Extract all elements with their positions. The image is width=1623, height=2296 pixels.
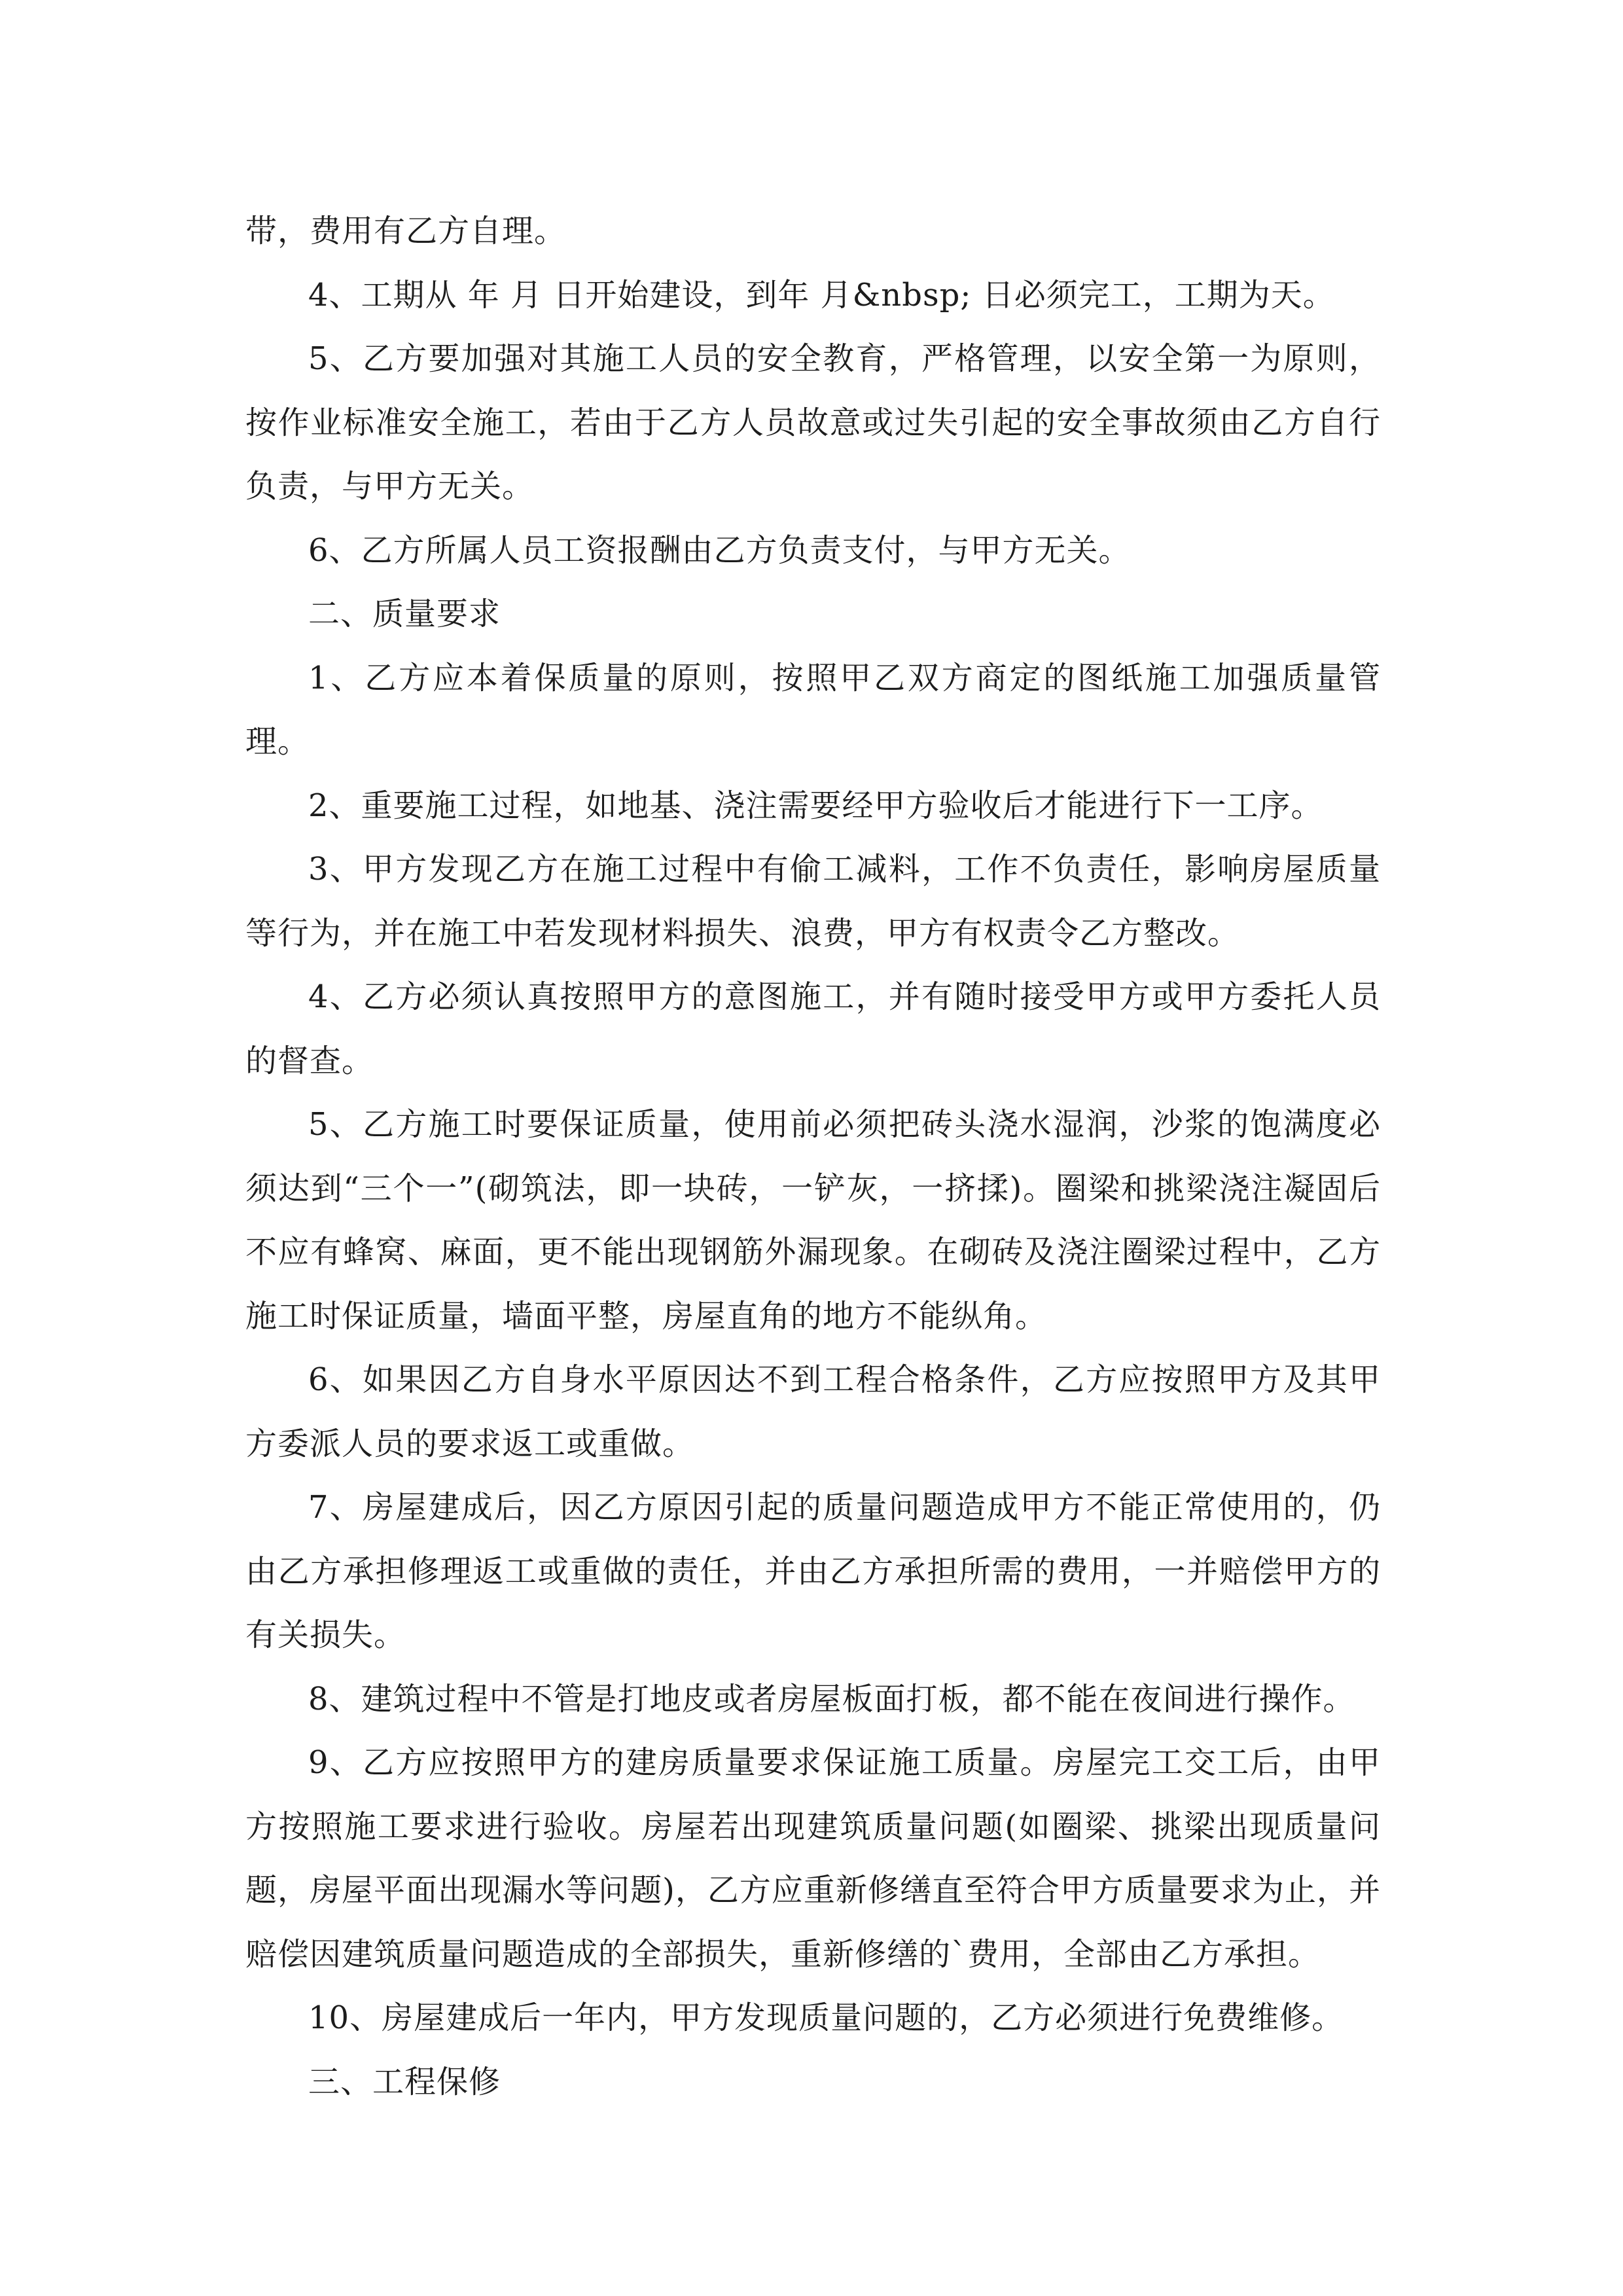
paragraph-quality-3: 3、甲方发现乙方在施工过程中有偷工减料，工作不负责任，影响房屋质量等行为，并在施工中若发现材料损失、浪费，甲方有权责令乙方整改。 bbox=[245, 851, 1381, 952]
paragraph-item-5-safety: 5、乙方要加强对其施工人员的安全教育，严格管理，以安全第一为原则，按作业标准安全施工，若由于乙方人员故意或过失引起的安全事故须由乙方自行负责，与甲方无关。 bbox=[245, 340, 1381, 505]
paragraph-quality-4: 4、乙方必须认真按照甲方的意图施工，并有随时接受甲方或甲方委托人员的督查。 bbox=[245, 978, 1381, 1079]
document-body bbox=[245, 200, 1381, 2114]
paragraph-quality-2: 2、重要施工过程，如地基、浇注需要经甲方验收后才能进行下一工序。 bbox=[308, 787, 1323, 824]
paragraph-continuation: 带，费用有乙方自理。 bbox=[245, 213, 567, 249]
paragraph-quality-9: 9、乙方应按照甲方的建房质量要求保证施工质量。房屋完工交工后，由甲方按照施工要求进行验收。房屋若出现建筑质量问题(如圈梁、挑梁出现质量问题，房屋平面出现漏水等问题)，乙方应重新修缮直至符合甲方质量要求为止，并赔偿因建筑质量问题造成的全部损失，重新修缮的`费用，全部由乙方承担。 bbox=[245, 1744, 1381, 1973]
paragraph-quality-10: 10、房屋建成后一年内，甲方发现质量问题的，乙方必须进行免费维修。 bbox=[308, 2000, 1344, 2036]
paragraph-quality-6: 6、如果因乙方自身水平原因达不到工程合格条件，乙方应按照甲方及其甲方委派人员的要求返工或重做。 bbox=[245, 1361, 1381, 1462]
paragraph-quality-1: 1、乙方应本着保质量的原则，按照甲乙双方商定的图纸施工加强质量管理。 bbox=[245, 659, 1381, 760]
paragraph-quality-5: 5、乙方施工时要保证质量，使用前必须把砖头浇水湿润，沙浆的饱满度必须达到“三个一”(砌筑法，即一块砖，一铲灰，一挤揉)。圈梁和挑梁浇注凝固后不应有蜂窝、麻面，更不能出现钢筋外漏现象。在砌砖及浇注圈梁过程中，乙方施工时保证质量，墙面平整，房屋直角的地方不能纵角。 bbox=[245, 1106, 1381, 1335]
paragraph-item-6-wages: 6、乙方所属人员工资报酬由乙方负责支付，与甲方无关。 bbox=[308, 531, 1131, 569]
paragraph-item-4-schedule: 4、工期从 年 月 日开始建设，到年 月&nbsp; 日必须完工，工期为天。 bbox=[308, 276, 1335, 314]
paragraph-quality-7: 7、房屋建成后，因乙方原因引起的质量问题造成甲方不能正常使用的，仍由乙方承担修理返工或重做的责任，并由乙方承担所需的费用，一并赔偿甲方的有关损失。 bbox=[245, 1489, 1381, 1653]
section-heading-warranty: 三、工程保修 bbox=[308, 2063, 501, 2100]
section-heading-quality: 二、质量要求 bbox=[308, 596, 501, 632]
paragraph-quality-8: 8、建筑过程中不管是打地皮或者房屋板面打板，都不能在夜间进行操作。 bbox=[308, 1680, 1355, 1717]
